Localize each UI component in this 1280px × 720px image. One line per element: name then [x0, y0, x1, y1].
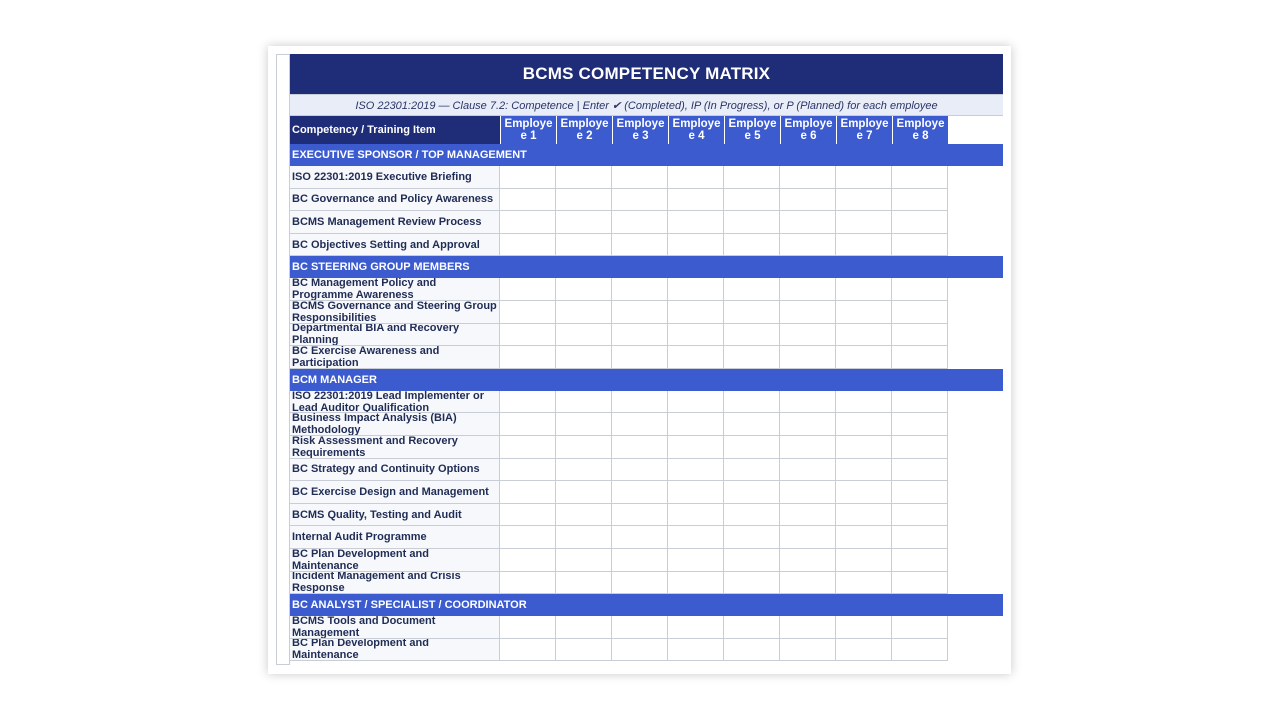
status-cell[interactable] [892, 572, 948, 595]
status-cell[interactable] [500, 189, 556, 212]
table-row [290, 616, 948, 639]
status-cell[interactable] [836, 616, 892, 639]
competency-label: Departmental BIA and Recovery Planning [290, 324, 500, 347]
status-cell[interactable] [556, 526, 612, 549]
matrix-body [290, 144, 1003, 661]
status-cell[interactable] [612, 616, 668, 639]
status-cell[interactable] [836, 549, 892, 572]
table-row [290, 391, 948, 414]
status-cell[interactable] [612, 211, 668, 234]
competency-label: BC Plan Development and Maintenance [290, 639, 500, 662]
table-row [290, 166, 948, 189]
status-cell[interactable] [668, 189, 724, 212]
status-cell[interactable] [612, 166, 668, 189]
status-cell[interactable] [836, 234, 892, 257]
status-cell[interactable] [892, 616, 948, 639]
status-cell[interactable] [836, 504, 892, 527]
status-cell[interactable] [668, 278, 724, 301]
status-cell[interactable] [668, 459, 724, 482]
status-cell[interactable] [612, 324, 668, 347]
header-employee-2: Employee 2 [556, 116, 612, 144]
status-cell[interactable] [500, 549, 556, 572]
status-cell[interactable] [724, 346, 780, 369]
row-gutter [276, 54, 290, 665]
status-cell[interactable] [500, 526, 556, 549]
status-cell[interactable] [892, 324, 948, 347]
status-cell[interactable] [724, 211, 780, 234]
status-cell[interactable] [668, 549, 724, 572]
status-cell[interactable] [612, 639, 668, 662]
spreadsheet-page [268, 46, 1011, 674]
status-cell[interactable] [500, 616, 556, 639]
status-cell[interactable] [892, 234, 948, 257]
table-row [290, 459, 948, 482]
competency-label: BC Governance and Policy Awareness [290, 189, 500, 212]
status-cell[interactable] [836, 526, 892, 549]
status-cell[interactable] [500, 234, 556, 257]
status-cell[interactable] [556, 391, 612, 414]
competency-label: ISO 22301:2019 Executive Briefing [290, 166, 500, 189]
status-cell[interactable] [780, 234, 836, 257]
status-cell[interactable] [836, 481, 892, 504]
competency-label: Incident Management and Crisis Response [290, 572, 500, 595]
status-cell[interactable] [500, 278, 556, 301]
status-cell[interactable] [836, 211, 892, 234]
status-cell[interactable] [780, 459, 836, 482]
table-row [290, 526, 948, 549]
table-row [290, 549, 948, 572]
status-cell[interactable] [780, 391, 836, 414]
table-row [290, 234, 948, 257]
status-cell[interactable] [500, 391, 556, 414]
status-cell[interactable] [892, 459, 948, 482]
header-employee-6: Employee 6 [780, 116, 836, 144]
table-row [290, 413, 948, 436]
table-row [290, 211, 948, 234]
status-cell[interactable] [612, 301, 668, 324]
status-cell[interactable] [836, 346, 892, 369]
status-cell[interactable] [668, 211, 724, 234]
section-header: BC ANALYST / SPECIALIST / COORDINATOR [290, 594, 1003, 616]
section-header: BCM MANAGER [290, 369, 1003, 391]
table-row [290, 504, 948, 527]
header-employee-8: Employee 8 [892, 116, 948, 144]
status-cell[interactable] [612, 189, 668, 212]
status-cell[interactable] [892, 189, 948, 212]
competency-label: Business Impact Analysis (BIA) Methodology [290, 413, 500, 436]
header-employee-3: Employee 3 [612, 116, 668, 144]
status-cell[interactable] [780, 413, 836, 436]
status-cell[interactable] [500, 572, 556, 595]
status-cell[interactable] [556, 616, 612, 639]
status-cell[interactable] [612, 346, 668, 369]
status-cell[interactable] [780, 572, 836, 595]
status-cell[interactable] [724, 504, 780, 527]
status-cell[interactable] [668, 504, 724, 527]
status-cell[interactable] [724, 324, 780, 347]
competency-label: Internal Audit Programme [290, 526, 500, 549]
status-cell[interactable] [556, 639, 612, 662]
status-cell[interactable] [780, 189, 836, 212]
status-cell[interactable] [836, 166, 892, 189]
status-cell[interactable] [556, 324, 612, 347]
status-cell[interactable] [612, 391, 668, 414]
section-header: BC STEERING GROUP MEMBERS [290, 256, 1003, 278]
status-cell[interactable] [556, 572, 612, 595]
status-cell[interactable] [500, 324, 556, 347]
status-cell[interactable] [612, 459, 668, 482]
status-cell[interactable] [780, 639, 836, 662]
status-cell[interactable] [612, 526, 668, 549]
table-row [290, 436, 948, 459]
status-cell[interactable] [724, 616, 780, 639]
competency-label: BC Objectives Setting and Approval [290, 234, 500, 257]
status-cell[interactable] [724, 391, 780, 414]
status-cell[interactable] [556, 211, 612, 234]
status-cell[interactable] [836, 639, 892, 662]
status-cell[interactable] [724, 481, 780, 504]
status-cell[interactable] [556, 346, 612, 369]
status-cell[interactable] [780, 324, 836, 347]
status-cell[interactable] [500, 211, 556, 234]
status-cell[interactable] [500, 639, 556, 662]
table-row [290, 346, 948, 369]
status-cell[interactable] [892, 211, 948, 234]
status-cell[interactable] [836, 572, 892, 595]
page-subtitle: ISO 22301:2019 — Clause 7.2: Competence | Enter ✔ (Completed), IP (In Progress), or P (Planned) for each employee [290, 94, 1003, 116]
table-row [290, 189, 948, 212]
status-cell[interactable] [892, 504, 948, 527]
status-cell[interactable] [780, 481, 836, 504]
status-cell[interactable] [500, 413, 556, 436]
status-cell[interactable] [668, 526, 724, 549]
header-competency-item: Competency / Training Item [290, 116, 500, 144]
status-cell[interactable] [836, 413, 892, 436]
status-cell[interactable] [668, 391, 724, 414]
status-cell[interactable] [724, 301, 780, 324]
status-cell[interactable] [556, 504, 612, 527]
status-cell[interactable] [668, 346, 724, 369]
table-row [290, 639, 948, 662]
competency-label: BC Management Policy and Programme Awareness [290, 278, 500, 301]
status-cell[interactable] [892, 639, 948, 662]
status-cell[interactable] [836, 324, 892, 347]
status-cell[interactable] [836, 459, 892, 482]
status-cell[interactable] [612, 234, 668, 257]
table-row [290, 301, 948, 324]
status-cell[interactable] [892, 549, 948, 572]
status-cell[interactable] [500, 436, 556, 459]
status-cell[interactable] [668, 166, 724, 189]
status-cell[interactable] [724, 234, 780, 257]
competency-label: BC Exercise Awareness and Participation [290, 346, 500, 369]
status-cell[interactable] [612, 436, 668, 459]
status-cell[interactable] [780, 504, 836, 527]
status-cell[interactable] [780, 166, 836, 189]
competency-label: ISO 22301:2019 Lead Implementer or Lead Auditor Qualification [290, 391, 500, 414]
status-cell[interactable] [724, 166, 780, 189]
table-row [290, 278, 948, 301]
status-cell[interactable] [668, 324, 724, 347]
status-cell[interactable] [668, 481, 724, 504]
status-cell[interactable] [724, 278, 780, 301]
status-cell[interactable] [500, 346, 556, 369]
status-cell[interactable] [780, 616, 836, 639]
status-cell[interactable] [556, 459, 612, 482]
status-cell[interactable] [612, 504, 668, 527]
status-cell[interactable] [836, 301, 892, 324]
status-cell[interactable] [724, 526, 780, 549]
competency-label: BCMS Quality, Testing and Audit [290, 504, 500, 527]
status-cell[interactable] [892, 301, 948, 324]
status-cell[interactable] [556, 413, 612, 436]
status-cell[interactable] [780, 346, 836, 369]
competency-label: BCMS Tools and Document Management [290, 616, 500, 639]
status-cell[interactable] [892, 526, 948, 549]
status-cell[interactable] [556, 436, 612, 459]
status-cell[interactable] [668, 301, 724, 324]
status-cell[interactable] [612, 572, 668, 595]
status-cell[interactable] [668, 572, 724, 595]
header-employee-4: Employee 4 [668, 116, 724, 144]
status-cell[interactable] [668, 616, 724, 639]
table-row [290, 324, 948, 347]
status-cell[interactable] [668, 436, 724, 459]
header-employee-7: Employee 7 [836, 116, 892, 144]
header-employee-5: Employee 5 [724, 116, 780, 144]
competency-label: BC Exercise Design and Management [290, 481, 500, 504]
status-cell[interactable] [556, 481, 612, 504]
status-cell[interactable] [836, 278, 892, 301]
status-cell[interactable] [836, 391, 892, 414]
status-cell[interactable] [724, 639, 780, 662]
status-cell[interactable] [500, 459, 556, 482]
page-title: BCMS COMPETENCY MATRIX [290, 54, 1003, 94]
status-cell[interactable] [500, 504, 556, 527]
competency-label: BC Strategy and Continuity Options [290, 459, 500, 482]
status-cell[interactable] [892, 166, 948, 189]
status-cell[interactable] [556, 189, 612, 212]
status-cell[interactable] [724, 549, 780, 572]
status-cell[interactable] [612, 549, 668, 572]
status-cell[interactable] [612, 413, 668, 436]
status-cell[interactable] [556, 549, 612, 572]
header-employee-1: Employee 1 [500, 116, 556, 144]
status-cell[interactable] [892, 413, 948, 436]
status-cell[interactable] [668, 639, 724, 662]
status-cell[interactable] [892, 391, 948, 414]
status-cell[interactable] [556, 166, 612, 189]
competency-label: BC Plan Development and Maintenance [290, 549, 500, 572]
competency-label: BCMS Governance and Steering Group Responsibilities [290, 301, 500, 324]
status-cell[interactable] [500, 481, 556, 504]
status-cell[interactable] [780, 301, 836, 324]
status-cell[interactable] [668, 234, 724, 257]
status-cell[interactable] [892, 278, 948, 301]
status-cell[interactable] [780, 526, 836, 549]
section-header: EXECUTIVE SPONSOR / TOP MANAGEMENT [290, 144, 1003, 166]
status-cell[interactable] [556, 301, 612, 324]
status-cell[interactable] [612, 278, 668, 301]
competency-label: BCMS Management Review Process [290, 211, 500, 234]
status-cell[interactable] [556, 234, 612, 257]
status-cell[interactable] [724, 413, 780, 436]
status-cell[interactable] [724, 436, 780, 459]
status-cell[interactable] [724, 459, 780, 482]
status-cell[interactable] [780, 211, 836, 234]
table-row [290, 481, 948, 504]
status-cell[interactable] [668, 413, 724, 436]
table-header-row [290, 116, 948, 144]
status-cell[interactable] [780, 436, 836, 459]
status-cell[interactable] [892, 436, 948, 459]
status-cell[interactable] [612, 481, 668, 504]
status-cell[interactable] [780, 278, 836, 301]
status-cell[interactable] [724, 189, 780, 212]
table-row [290, 572, 948, 595]
status-cell[interactable] [780, 549, 836, 572]
status-cell[interactable] [836, 436, 892, 459]
status-cell[interactable] [892, 481, 948, 504]
status-cell[interactable] [500, 166, 556, 189]
status-cell[interactable] [892, 346, 948, 369]
status-cell[interactable] [836, 189, 892, 212]
status-cell[interactable] [556, 278, 612, 301]
competency-label: Risk Assessment and Recovery Requirements [290, 436, 500, 459]
status-cell[interactable] [500, 301, 556, 324]
status-cell[interactable] [724, 572, 780, 595]
